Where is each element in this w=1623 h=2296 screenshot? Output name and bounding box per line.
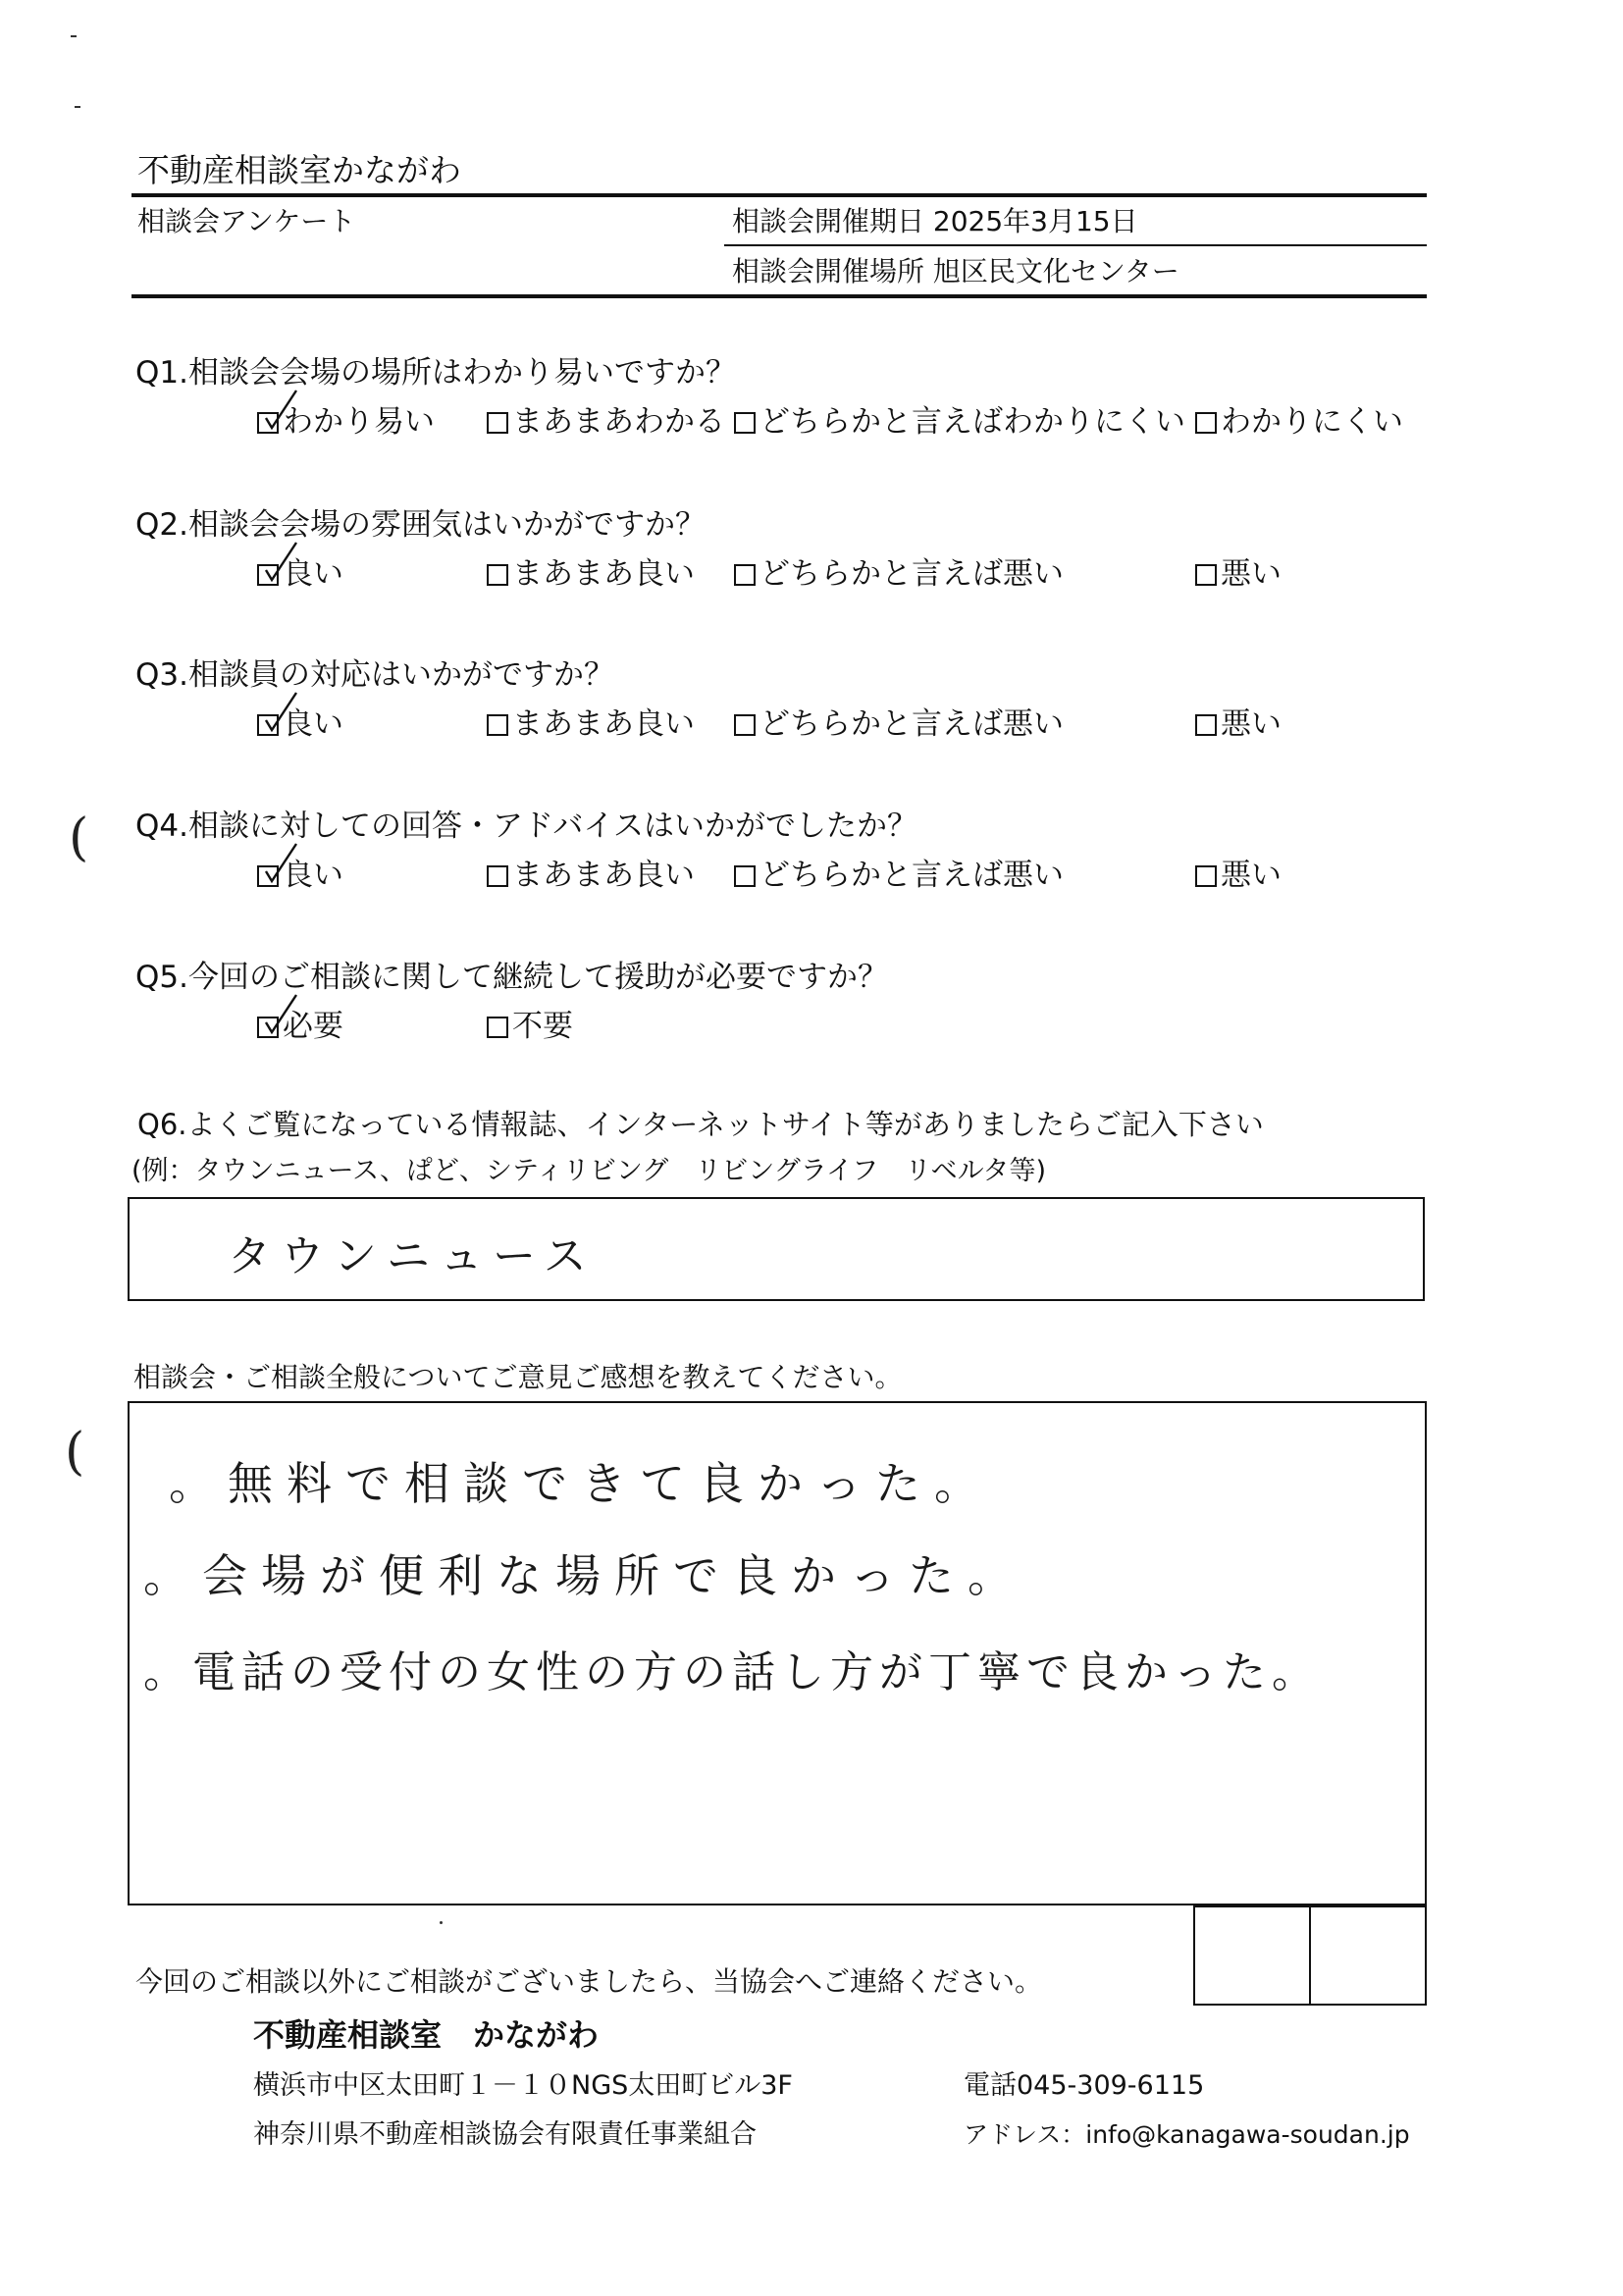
q6-answer: タウンニュース [228, 1231, 597, 1281]
option-label: 不要 [512, 1009, 573, 1044]
checkbox[interactable] [1195, 564, 1217, 586]
question-4-option[interactable] [734, 856, 1064, 895]
margin-mark: ( [65, 1423, 85, 1482]
survey-label: 相談会アンケート [137, 205, 356, 237]
checkbox[interactable] [1195, 865, 1217, 887]
checkbox[interactable] [257, 865, 279, 887]
scan-mark [71, 35, 77, 37]
comment-line-2: 。会場が便利な場所で良かった。 [143, 1549, 1026, 1602]
stamp-box-2 [1309, 1905, 1427, 2006]
stamp-box-1 [1193, 1905, 1311, 2006]
question-3-option[interactable] [487, 704, 695, 744]
header-rule-bottom [131, 294, 1427, 298]
question-3-label: Q3.相談員の対応はいかがですか？ [135, 657, 614, 693]
header-rule-top [131, 193, 1427, 197]
checkbox[interactable] [734, 412, 756, 434]
question-1-option[interactable] [257, 402, 435, 442]
checkbox[interactable] [257, 1017, 279, 1038]
option-label: どちらかと言えば悪い [759, 706, 1064, 742]
option-label: まあまあ良い [512, 706, 695, 742]
option-label: 悪い [1221, 706, 1282, 742]
question-5-option[interactable] [257, 1007, 343, 1046]
question-1-label: Q1.相談会会場の場所はわかり易いですか？ [135, 355, 736, 391]
comments-box[interactable] [128, 1401, 1427, 1905]
venue-label: 相談会開催場所 旭区民文化センター [732, 255, 1179, 287]
checkbox[interactable] [1195, 714, 1217, 736]
checkbox[interactable] [487, 564, 508, 586]
question-4-option[interactable] [1195, 856, 1282, 895]
option-label: 悪い [1221, 858, 1282, 893]
option-label: 良い [283, 706, 343, 742]
q6-example: (例：タウンニュース、ぱど、シティリビング リビングライフ リベルタ等) [131, 1156, 1047, 1186]
header-rule-mid [724, 244, 1427, 246]
checkbox[interactable] [734, 564, 756, 586]
question-2-option[interactable] [1195, 554, 1282, 594]
question-2-option[interactable] [257, 554, 343, 594]
question-2-option[interactable] [734, 554, 1064, 594]
comments-label: 相談会・ご相談全般についてご意見ご感想を教えてください。 [133, 1361, 903, 1393]
question-4-label: Q4.相談に対しての回答・アドバイスはいかがでしたか？ [135, 809, 918, 844]
date-label: 相談会開催期日 2025年3月15日 [732, 205, 1138, 237]
question-5-label: Q5.今回のご相談に関して継続して援助が必要ですか？ [135, 960, 888, 995]
checkbox[interactable] [1195, 412, 1217, 434]
checkbox[interactable] [487, 412, 508, 434]
option-label: 必要 [283, 1009, 343, 1044]
option-label: まあまあ良い [512, 858, 695, 893]
question-2-label: Q2.相談会会場の雰囲気はいかがですか？ [135, 507, 706, 543]
checkbox[interactable] [487, 1017, 508, 1038]
question-3-option[interactable] [1195, 704, 1282, 744]
question-4-option[interactable] [487, 856, 695, 895]
option-label: 良い [283, 556, 343, 592]
question-2-option[interactable] [487, 554, 695, 594]
q6-answer-box[interactable] [128, 1197, 1425, 1301]
footer-address: 横浜市中区太田町１－１０NGS太田町ビル3F [253, 2070, 793, 2101]
question-5-option[interactable] [487, 1007, 573, 1046]
option-label: 良い [283, 858, 343, 893]
option-label: わかりにくい [1221, 404, 1403, 440]
checkbox[interactable] [257, 714, 279, 736]
question-1-option[interactable] [734, 402, 1185, 442]
footer-org-name: 不動産相談室 かながわ [253, 2016, 600, 2054]
footer-association: 神奈川県不動産相談協会有限責任事業組合 [253, 2119, 757, 2150]
question-1-option[interactable] [487, 402, 725, 442]
checkbox[interactable] [734, 865, 756, 887]
question-4-option[interactable] [257, 856, 343, 895]
footer-notice: 今回のご相談以外にご相談がございましたら、当協会へご連絡ください。 [135, 1965, 1043, 1998]
checkbox[interactable] [487, 714, 508, 736]
checkbox[interactable] [257, 412, 279, 434]
option-label: わかり易い [283, 404, 435, 440]
comment-line-3: 。電話の受付の女性の方の話し方が丁寧で良かった。 [143, 1647, 1321, 1697]
scan-dot [440, 1921, 443, 1924]
option-label: 悪い [1221, 556, 1282, 592]
checkbox[interactable] [487, 865, 508, 887]
comment-line-1: 。無料で相談できて良かった。 [169, 1457, 993, 1510]
q6-label: Q6.よくご覧になっている情報誌、インターネットサイト等がありましたらご記入下さい [137, 1108, 1264, 1141]
footer-phone: 電話045-309-6115 [964, 2070, 1205, 2101]
option-label: どちらかと言えばわかりにくい [759, 404, 1185, 440]
option-label: どちらかと言えば悪い [759, 858, 1064, 893]
scan-mark [75, 106, 80, 108]
margin-mark: ( [69, 809, 89, 867]
checkbox[interactable] [257, 564, 279, 586]
footer-email[interactable]: アドレス：info@kanagawa-soudan.jp [964, 2120, 1410, 2149]
question-3-option[interactable] [257, 704, 343, 744]
option-label: まあまあ良い [512, 556, 695, 592]
org-title: 不動産相談室かながわ [137, 151, 461, 189]
question-1-option[interactable] [1195, 402, 1403, 442]
checkbox[interactable] [734, 714, 756, 736]
option-label: どちらかと言えば悪い [759, 556, 1064, 592]
question-3-option[interactable] [734, 704, 1064, 744]
option-label: まあまあわかる [512, 404, 725, 440]
